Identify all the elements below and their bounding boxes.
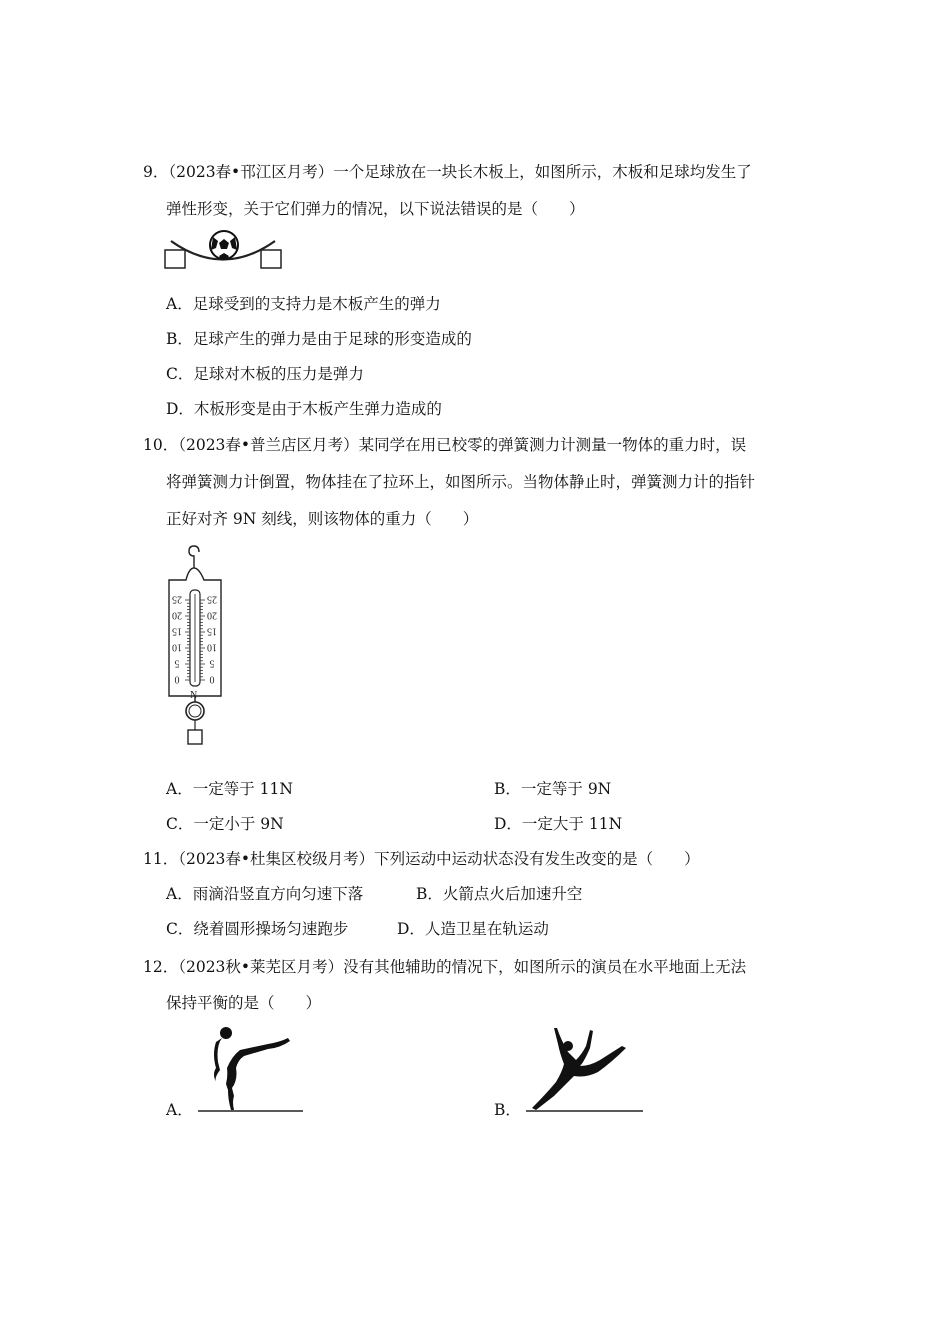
- q10-stem-line3: 正好对齐 9N 刻线，则该物体的重力（ ）: [166, 510, 479, 528]
- q11-option-a: A．雨滴沿竖直方向匀速下落: [166, 885, 364, 903]
- q12-stem-line2: 保持平衡的是（ ）: [166, 994, 322, 1012]
- scale-tick-label-left: 10: [172, 641, 182, 653]
- unit-label-n: N: [190, 690, 198, 701]
- scale-tick-label-right: 10: [207, 641, 217, 653]
- scale-tick-label-right: 5: [209, 657, 215, 669]
- q10-option-a: A．一定等于 11N: [166, 780, 293, 798]
- q10-stem-line2: 将弹簧测力计倒置，物体挂在了拉环上，如图所示。当物体静止时，弹簧测力计的指针: [166, 473, 756, 491]
- scale-tick-label-left: 0: [174, 673, 180, 685]
- q10-option-b: B．一定等于 9N: [494, 780, 612, 798]
- q11-option-b: B．火箭点火后加速升空: [416, 885, 583, 903]
- dancer-silhouette-b: [532, 1028, 626, 1110]
- q9-option-a: A．足球受到的支持力是木板产生的弹力: [166, 295, 441, 313]
- top-hook-icon: [189, 546, 199, 568]
- right-support-block: [261, 250, 281, 268]
- q9-football-on-board-figure: [163, 228, 287, 272]
- scale-tick-label-left: 20: [172, 609, 182, 621]
- q12-dancer-b-figure: [524, 1026, 646, 1114]
- q10-inverted-spring-scale-figure: [166, 542, 226, 748]
- q9-stem-line1: 9．（2023春•邗江区月考）一个足球放在一块长木板上，如图所示，木板和足球均发生了: [143, 163, 752, 181]
- dancer-silhouette-a: [214, 1027, 290, 1110]
- scale-tick-label-right: 20: [207, 609, 217, 621]
- hanging-object: [188, 730, 202, 744]
- q12-dancer-a-figure: [196, 1024, 306, 1114]
- q10-stem-line1: 10．（2023春•普兰店区月考）某同学在用已校零的弹簧测力计测量一物体的重力时，误: [143, 436, 747, 454]
- q12-stem-line1: 12．（2023秋•莱芜区月考）没有其他辅助的情况下，如图所示的演员在水平地面上无法: [143, 958, 747, 976]
- q9-option-c: C．足球对木板的压力是弹力: [166, 365, 364, 383]
- scale-tick-label-right: 0: [209, 673, 215, 685]
- q11-stem: 11．（2023春•杜集区校级月考）下列运动中运动状态没有发生改变的是（ ）: [143, 850, 700, 868]
- left-support-block: [165, 250, 185, 268]
- q9-stem-line2: 弹性形变，关于它们弹力的情况，以下说法错误的是（ ）: [166, 200, 585, 218]
- q9-option-b: B．足球产生的弹力是由于足球的形变造成的: [166, 330, 472, 348]
- q9-option-d: D．木板形变是由于木板产生弹力造成的: [166, 400, 442, 418]
- q12-option-b: B．: [494, 1101, 521, 1119]
- q10-option-d: D．一定大于 11N: [494, 815, 623, 833]
- scale-tick-label-left: 5: [174, 657, 180, 669]
- scale-tick-label-left: 25: [172, 593, 182, 605]
- scale-tick-label-left: 15: [172, 625, 182, 637]
- football-icon: [210, 231, 238, 259]
- q11-option-d: D．人造卫星在轨运动: [397, 920, 549, 938]
- q12-option-a: A．: [166, 1101, 193, 1119]
- q11-option-c: C．绕着圆形操场匀速跑步: [166, 920, 349, 938]
- scale-tick-label-right: 25: [207, 593, 217, 605]
- scale-tick-label-right: 15: [207, 625, 217, 637]
- q10-option-c: C．一定小于 9N: [166, 815, 284, 833]
